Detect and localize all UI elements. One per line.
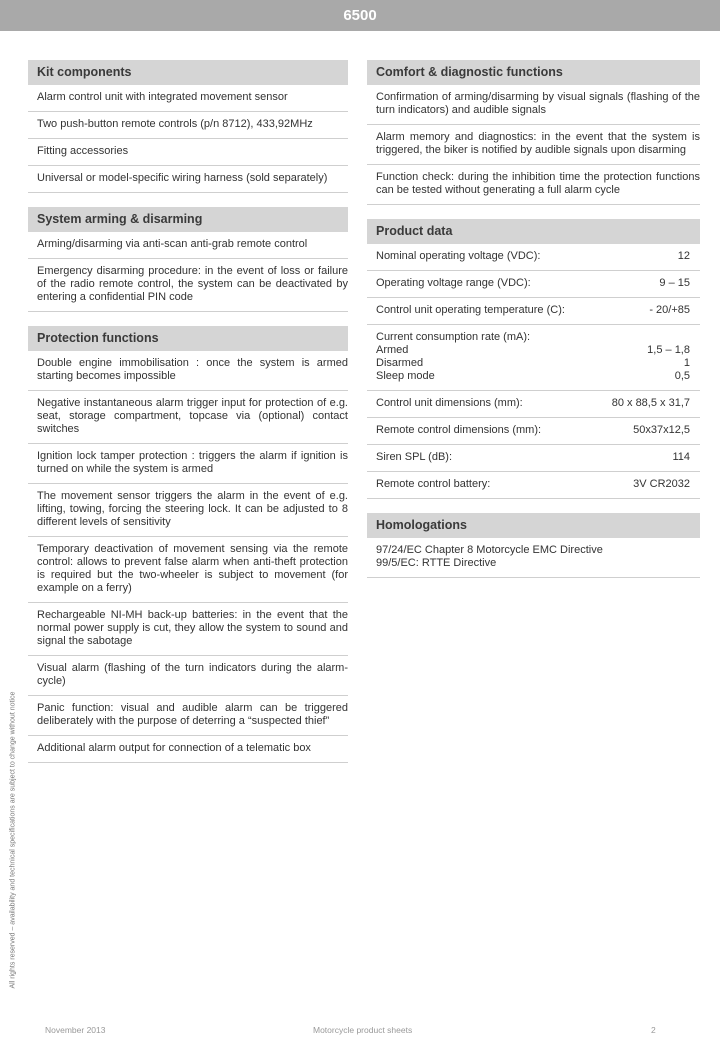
list-item: Negative instantaneous alarm trigger input for protection of e.g. seat, storage compartment, topcase via (optional) contact switches xyxy=(28,391,348,444)
spec-value: - 20/+85 xyxy=(649,304,690,316)
spec-row-temperature xyxy=(367,298,700,325)
spec-row-unit-dimensions xyxy=(367,391,700,418)
page-title: 6500 xyxy=(0,0,720,31)
spec-label: Armed xyxy=(376,344,409,356)
spec-row-range xyxy=(367,271,700,298)
kit-components-header: Kit components xyxy=(28,60,348,85)
protection-header: Protection functions xyxy=(28,326,348,351)
spec-label: Control unit dimensions (mm): xyxy=(376,397,523,409)
list-item: Ignition lock tamper protection : triggers the alarm if ignition is turned on while the system is armed xyxy=(28,444,348,484)
spec-value: 50x37x12,5 xyxy=(633,424,690,436)
consumption-sleep xyxy=(376,370,700,383)
list-item: 99/5/EC: RTTE Directive xyxy=(376,557,497,569)
spec-label: Sleep mode xyxy=(376,370,435,382)
list-item: Arming/disarming via anti-scan anti-grab remote control xyxy=(28,232,348,259)
homologations-section xyxy=(367,513,700,578)
left-column xyxy=(28,60,348,777)
spec-value: 3V CR2032 xyxy=(633,478,690,490)
comfort-header: Comfort & diagnostic functions xyxy=(367,60,700,85)
spec-value: 1 xyxy=(683,357,690,369)
comfort-section xyxy=(367,60,700,205)
spec-label: Remote control battery: xyxy=(376,478,491,490)
homologations-header: Homologations xyxy=(367,513,700,538)
arming-section xyxy=(28,207,348,312)
spec-label: Operating voltage range (VDC): xyxy=(376,277,531,289)
spec-value: 0,5 xyxy=(674,370,690,382)
spec-label: Current consumption rate (mA): xyxy=(376,331,531,343)
spec-value: 9 – 15 xyxy=(659,277,690,289)
kit-components-section xyxy=(28,60,348,193)
list-item: Double engine immobilisation : once the system is armed starting becomes impossible xyxy=(28,351,348,391)
homologations-list xyxy=(367,538,700,578)
list-item: Panic function: visual and audible alarm can be triggered deliberately with the purpose of deterring a “suspected thief” xyxy=(28,696,348,736)
list-item: Function check: during the inhibition time the protection functions can be tested without generating a full alarm cycle xyxy=(367,165,700,205)
consumption-disarmed xyxy=(376,357,700,370)
list-item: Rechargeable NI-MH back-up batteries: in the event that the normal power supply is cut, they allow the system to sound and signal the sabotage xyxy=(28,603,348,656)
product-data-header: Product data xyxy=(367,219,700,244)
spec-label: Disarmed xyxy=(376,357,424,369)
list-item: Confirmation of arming/disarming by visual signals (flashing of the turn indicators) and audible signals xyxy=(367,85,700,125)
footer-date: November 2013 xyxy=(45,1025,106,1035)
list-item: 97/24/EC Chapter 8 Motorcycle EMC Directive xyxy=(376,544,603,556)
protection-section xyxy=(28,326,348,763)
list-item: Visual alarm (flashing of the turn indicators during the alarm-cycle) xyxy=(28,656,348,696)
spec-row-battery xyxy=(367,472,700,499)
consumption-armed xyxy=(376,344,700,357)
list-item: Emergency disarming procedure: in the event of loss or failure of the radio remote control, the system can be deactivated by entering a confidential PIN code xyxy=(28,259,348,312)
product-data-section xyxy=(367,219,700,499)
list-item: Two push-button remote controls (p/n 8712), 433,92MHz xyxy=(28,112,348,139)
rights-note: All rights reserved – availability and technical specifications are subject to change without notice xyxy=(9,691,17,989)
spec-label: Nominal operating voltage (VDC): xyxy=(376,250,541,262)
spec-value: 12 xyxy=(677,250,690,262)
spec-value: 80 x 88,5 x 31,7 xyxy=(611,397,690,409)
spec-label: Siren SPL (dB): xyxy=(376,451,453,463)
arming-header: System arming & disarming xyxy=(28,207,348,232)
list-item: Temporary deactivation of movement sensing via the remote control: allows to prevent false alarm when anti-theft protection is required but the two-wheeler is subject to movement (for example on a ferry) xyxy=(28,537,348,603)
list-item: The movement sensor triggers the alarm in the event of e.g. lifting, towing, forcing the steering lock. It can be adjusted to 8 different levels of sensitivity xyxy=(28,484,348,537)
spec-label: Remote control dimensions (mm): xyxy=(376,424,542,436)
list-item: Fitting accessories xyxy=(28,139,348,166)
spec-value: 114 xyxy=(672,451,690,463)
list-item: Universal or model-specific wiring harness (sold separately) xyxy=(28,166,348,193)
spec-row-consumption xyxy=(367,325,700,391)
right-column xyxy=(367,60,700,592)
spec-row-remote-dimensions xyxy=(367,418,700,445)
spec-row-siren xyxy=(367,445,700,472)
spec-row-voltage xyxy=(367,244,700,271)
spec-value: 1,5 – 1,8 xyxy=(647,344,690,356)
list-item: Alarm control unit with integrated movement sensor xyxy=(28,85,348,112)
spec-label: Control unit operating temperature (C): xyxy=(376,304,565,316)
page-number: 2 xyxy=(651,1025,656,1035)
list-item: Alarm memory and diagnostics: in the event that the system is triggered, the biker is notified by audible signals upon disarming xyxy=(367,125,700,165)
list-item: Additional alarm output for connection of a telematic box xyxy=(28,736,348,763)
footer-title: Motorcycle product sheets xyxy=(313,1025,413,1035)
